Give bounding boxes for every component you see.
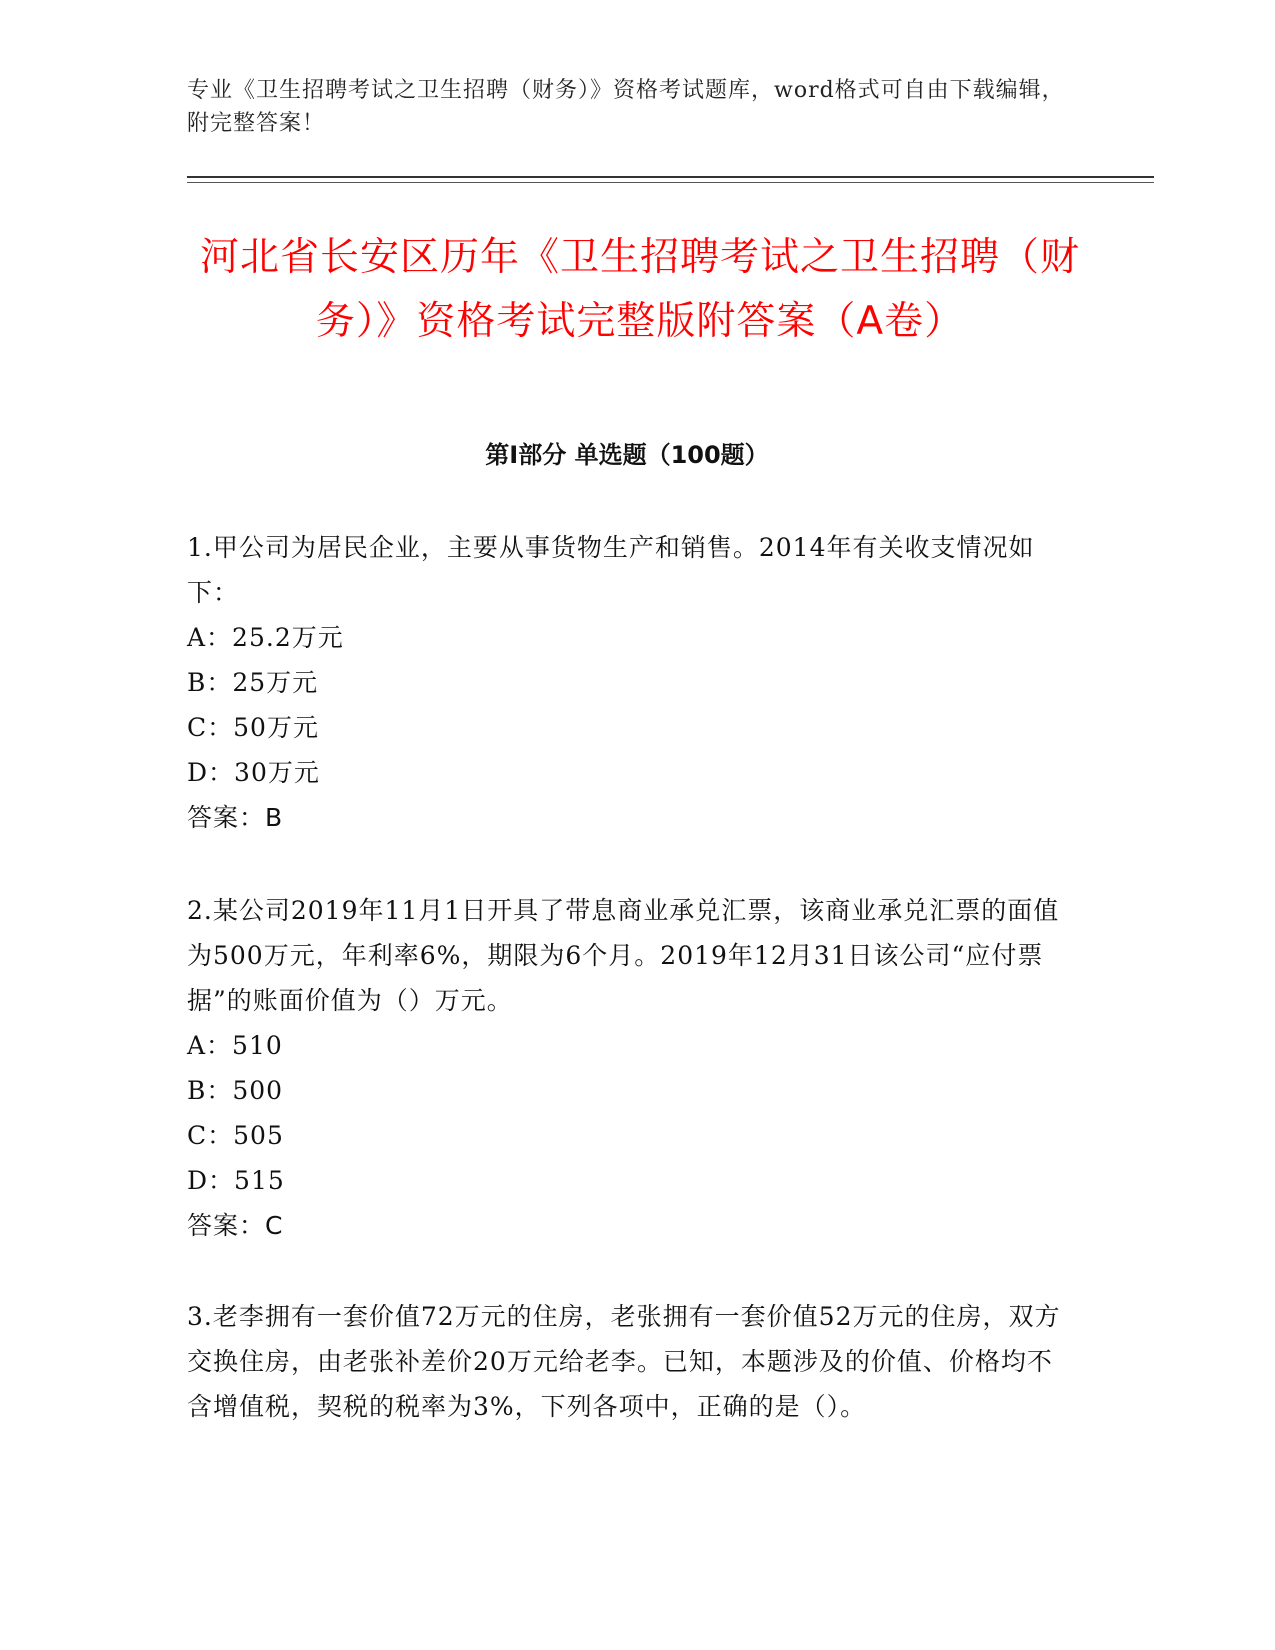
question-stem: 1.甲公司为居民企业，主要从事货物生产和销售。2014年有关收支情况如下： <box>187 533 1035 607</box>
option-d: D：515 <box>187 1166 285 1195</box>
question-stem: 3.老李拥有一套价值72万元的住房，老张拥有一套价值52万元的住房，双方交换住房，由老张补差价20万元给老李。已知，本题涉及的价值、价格均不含增值税，契税的税率为3%，下列各项中，正确的是（）。 <box>187 1302 1061 1421</box>
question-2 <box>187 888 1067 1248</box>
option-c: C：505 <box>187 1121 284 1150</box>
header-divider-thin <box>187 182 1154 183</box>
question-3 <box>187 1294 1067 1429</box>
section-heading: 第I部分 单选题（100题） <box>485 441 769 469</box>
question-stem: 2.某公司2019年11月1日开具了带息商业承兑汇票，该商业承兑汇票的面值为500万元，年利率6%，期限为6个月。2019年12月31日该公司“应付票据”的账面价值为（）万元。 <box>187 896 1060 1015</box>
answer-label: 答案：B <box>187 803 284 832</box>
answer-label: 答案：C <box>187 1211 284 1240</box>
document-title: 河北省长安区历年《卫生招聘考试之卫生招聘（财务）》资格考试完整版附答案（A卷） <box>199 235 1080 344</box>
question-1 <box>187 525 1067 840</box>
option-d: D：30万元 <box>187 758 320 787</box>
option-a: A：25.2万元 <box>187 623 344 652</box>
option-a: A：510 <box>187 1031 283 1060</box>
option-b: B：25万元 <box>187 668 319 697</box>
header-divider <box>187 176 1154 178</box>
header-note: 专业《卫生招聘考试之卫生招聘（财务）》资格考试题库，word格式可自由下载编辑，附完整答案！ <box>187 78 1065 136</box>
option-c: C：50万元 <box>187 713 319 742</box>
option-b: B：500 <box>187 1076 284 1105</box>
